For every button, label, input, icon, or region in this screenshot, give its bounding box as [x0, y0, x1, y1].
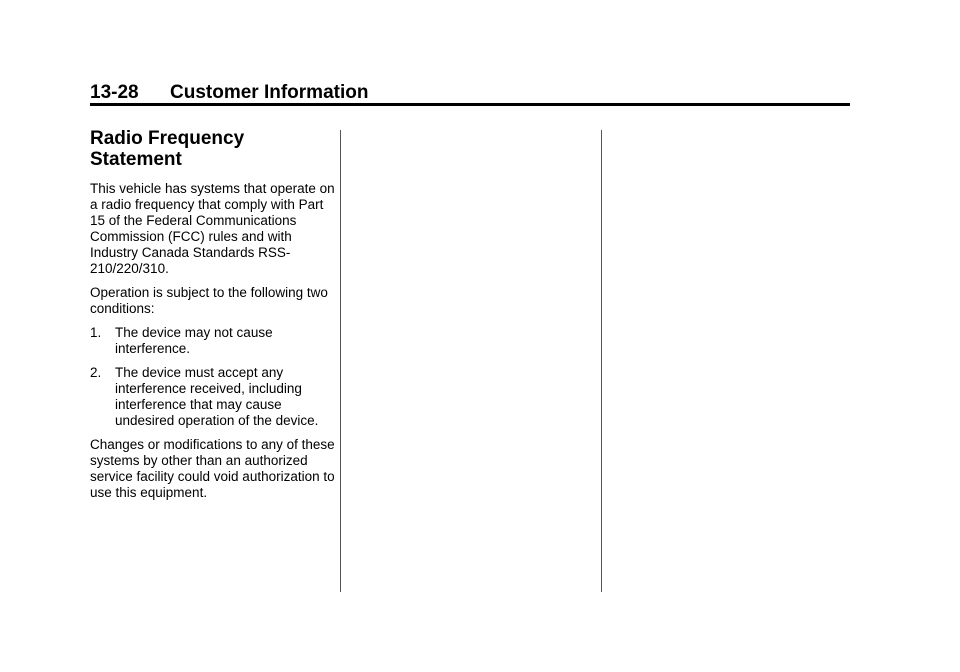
condition-item-1 — [90, 325, 335, 357]
condition-number: 1. — [90, 325, 102, 340]
closing-paragraph: Changes or modifications to any of these systems by other than an authorized service facility could void authorization to use this equipment. — [90, 437, 335, 500]
section-heading: Radio Frequency Statement — [90, 128, 245, 170]
column-divider-left — [340, 130, 341, 592]
header-rule — [90, 103, 850, 106]
condition-number: 2. — [90, 365, 102, 380]
chapter-title: Customer Information — [170, 82, 369, 103]
condition-item-2 — [90, 365, 335, 429]
page-number: 13-28 — [90, 82, 139, 103]
condition-text: The device must accept any interference received, including interference that may cause undesired operation of the device. — [115, 365, 319, 428]
column-divider-right — [601, 130, 602, 592]
condition-text: The device may not cause interference. — [115, 325, 273, 356]
left-column — [90, 128, 335, 509]
intro-paragraph: This vehicle has systems that operate on a radio frequency that comply with Part 15 of the Federal Communications Commission (FCC) rules and with Industry Canada Standards RSS-210/220/310. — [90, 181, 335, 276]
conditions-intro-paragraph: Operation is subject to the following two conditions: — [90, 285, 328, 316]
